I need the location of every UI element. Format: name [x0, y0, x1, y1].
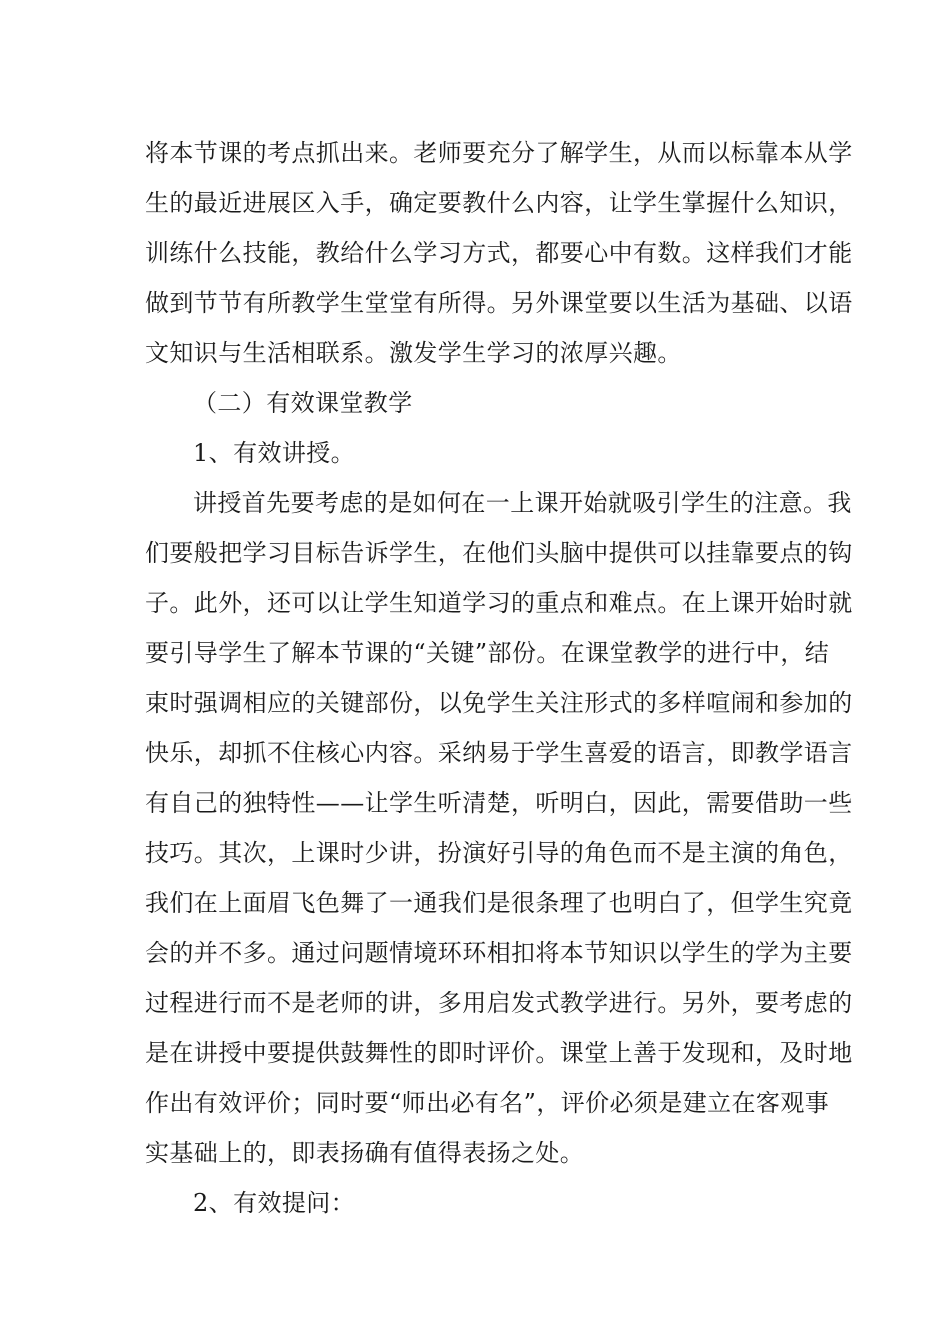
paragraph-line: 束时强调相应的关键部份，以免学生关注形式的多样喧闹和参加的 [145, 689, 853, 717]
paragraph-line: 技巧。其次，上课时少讲，扮演好引导的角色而不是主演的角色， [145, 839, 853, 867]
paragraph-line: 是在讲授中要提供鼓舞性的即时评价。课堂上善于发现和，及时地 [145, 1039, 853, 1067]
paragraph-line: 实基础上的，即表扬确有值得表扬之处。 [145, 1139, 585, 1167]
paragraph-line: 生的最近进展区入手，确定要教什么内容，让学生掌握什么知识， [145, 189, 853, 217]
paragraph-line: 会的并不多。通过问题情境环环相扣将本节知识以学生的学为主要 [145, 939, 853, 967]
paragraph-line: 要引导学生了解本节课的“关键”部份。在课堂教学的进行中，结 [145, 639, 830, 667]
paragraph-line: 做到节节有所教学生堂堂有所得。另外课堂要以生活为基础、以语 [145, 289, 853, 317]
paragraph-line: 讲授首先要考虑的是如何在一上课开始就吸引学生的注意。我 [193, 489, 852, 517]
subheading-effective-lecture: 1、有效讲授。 [193, 439, 356, 467]
paragraph-line: 文知识与生活相联系。激发学生学习的浓厚兴趣。 [145, 339, 682, 367]
paragraph-line: 过程进行而不是老师的讲，多用启发式教学进行。另外，要考虑的 [145, 989, 853, 1017]
paragraph-line: 快乐，却抓不住核心内容。采纳易于学生喜爱的语言，即教学语言 [145, 739, 853, 767]
paragraph-line: 我们在上面眉飞色舞了一通我们是很条理了也明白了，但学生究竟 [145, 889, 853, 917]
paragraph-line: 有自己的独特性——让学生听清楚，听明白，因此，需要借助一些 [145, 789, 853, 817]
section-heading: （二）有效课堂教学 [193, 389, 413, 417]
paragraph-line: 们要般把学习目标告诉学生，在他们头脑中提供可以挂靠要点的钩 [145, 539, 853, 567]
paragraph-line: 作出有效评价；同时要“师出必有名”，评价必须是建立在客观事 [145, 1089, 830, 1117]
paragraph-line: 训练什么技能，教给什么学习方式，都要心中有数。这样我们才能 [145, 239, 853, 267]
paragraph-line: 子。此外，还可以让学生知道学习的重点和难点。在上课开始时就 [145, 589, 853, 617]
subheading-effective-questioning: 2、有效提问： [193, 1189, 356, 1217]
document-body [145, 128, 853, 1228]
paragraph-line: 将本节课的考点抓出来。老师要充分了解学生，从而以标靠本从学 [145, 139, 853, 167]
